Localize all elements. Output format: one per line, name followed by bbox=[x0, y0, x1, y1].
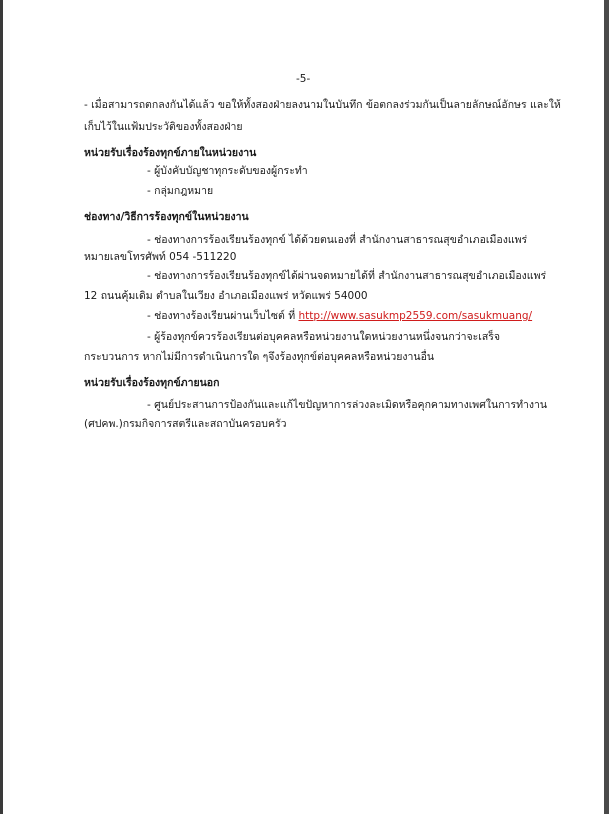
website-label: - ช่องทางร้องเรียนผ่านเว็บไซต์ ที่ bbox=[147, 310, 299, 322]
paragraph-line: - ศูนย์ประสานการป้องกันและแก้ไขปัญหาการล่วงละเมิดหรือคุกคามทางเพศในการทำงาน bbox=[147, 399, 548, 411]
section-heading-external: หน่วยรับเรื่องร้องทุกข์ภายนอก bbox=[84, 377, 220, 389]
paragraph-line: 12 ถนนคุ้มเดิม ตำบลในเวียง อำเภอเมืองแพร่ หวัดแพร่ 54000 bbox=[84, 290, 368, 302]
paragraph-line: เก็บไว้ในแฟ้มประวัติของทั้งสองฝ่าย bbox=[84, 121, 243, 133]
paragraph-line: (ศปคพ.)กรมกิจการสตรีและสถาบันครอบครัว bbox=[84, 418, 287, 430]
list-item: - ผู้บังคับบัญชาทุกระดับของผู้กระทำ bbox=[147, 165, 308, 177]
section-heading-channels: ช่องทาง/วิธีการร้องทุกข์ในหน่วยงาน bbox=[84, 211, 249, 223]
paragraph-line: - เมื่อสามารถตกลงกันได้แล้ว ขอให้ทั้งสองฝ่ายลงนามในบันทึก ข้อตกลงร่วมกันเป็นลายลักษณ์อักษร และให้ bbox=[84, 99, 561, 111]
list-item: - กลุ่มกฎหมาย bbox=[147, 185, 214, 197]
paragraph-line: กระบวนการ หากไม่มีการดำเนินการใด ๆจึงร้องทุกข์ต่อบุคคลหรือหน่วยงานอื่น bbox=[84, 351, 435, 363]
paragraph-line: - ช่องทางการร้องเรียนร้องทุกข์ ได้ด้วยตนเองที่ สำนักงานสาธารณสุขอำเภอเมืองแพร่ bbox=[147, 234, 528, 246]
paragraph-line: - ผู้ร้องทุกข์ควรร้องเรียนต่อบุคคลหรือหน่วยงานใดหน่วยงานหนึ่งจนกว่าจะเสร็จ bbox=[147, 331, 501, 343]
website-link[interactable]: http://www.sasukmp2559.com/sasukmuang/ bbox=[298, 310, 533, 322]
paragraph-line: - ช่องทางการร้องเรียนร้องทุกข์ได้ผ่านจดหมายได้ที่ สำนักงานสาธารณสุขอำเภอเมืองแพร่ bbox=[147, 270, 547, 282]
website-line bbox=[147, 309, 532, 323]
section-heading-internal: หน่วยรับเรื่องร้องทุกข์ภายในหน่วยงาน bbox=[84, 147, 257, 159]
paragraph-line: หมายเลขโทรศัพท์ 054 -511220 bbox=[84, 251, 237, 263]
page-number: -5- bbox=[296, 73, 311, 85]
